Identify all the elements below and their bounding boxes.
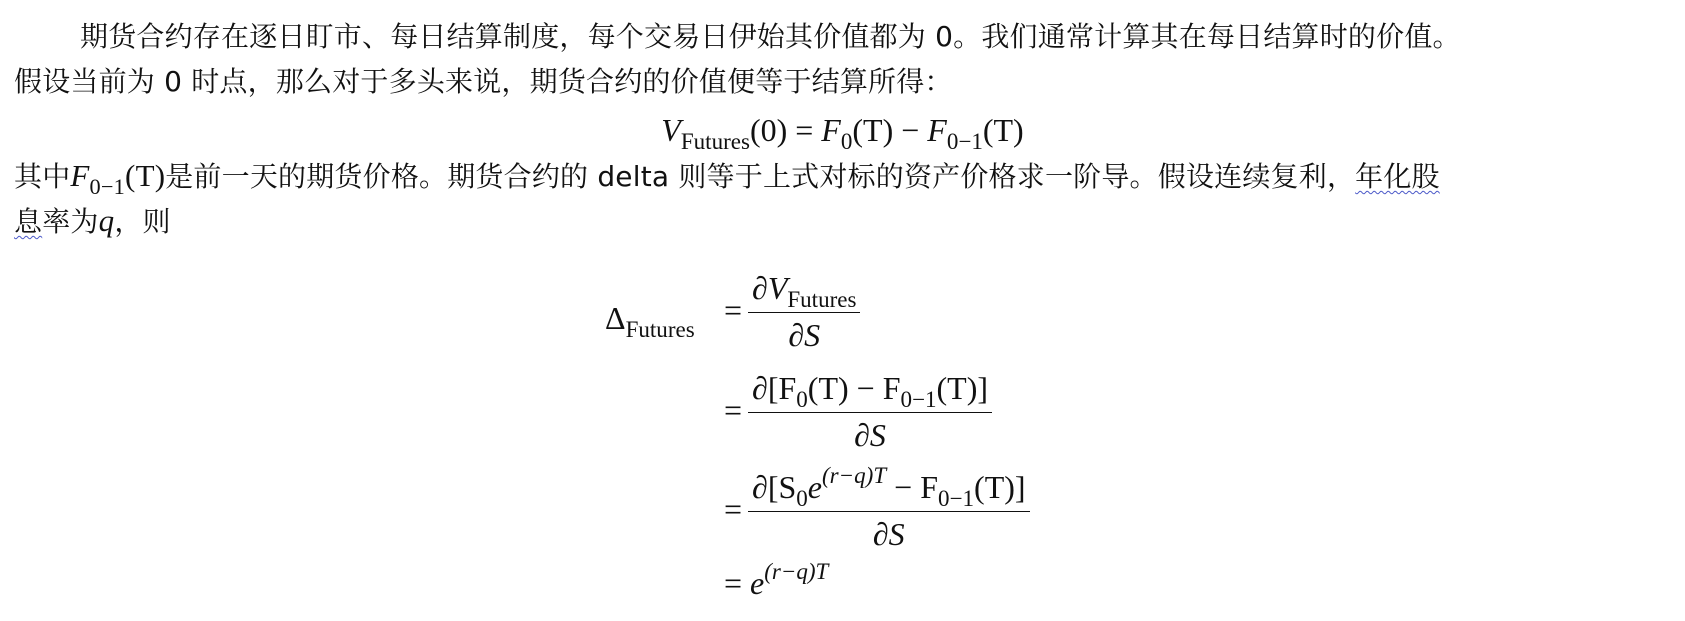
derivation-row-1 xyxy=(716,268,858,353)
eq1-minus: − xyxy=(893,112,928,148)
row4-exp: (r−q)T xyxy=(764,558,829,585)
delta-lhs xyxy=(605,300,695,343)
row3-num-a: ∂[S xyxy=(752,469,797,505)
paragraph-1-line-1: 期货合约存在逐日盯市、每日结算制度，每个交易日伊始其价值都为 0。我们通常计算其在每日结算时的价值。 xyxy=(80,20,1461,53)
eq1-F-sub0: 0 xyxy=(840,128,853,155)
derivation-row-2 xyxy=(716,368,990,453)
row2-sub0: 0 xyxy=(796,386,808,413)
derivation-row-3 xyxy=(716,462,1028,552)
row1-fraction xyxy=(750,268,858,353)
row3-num-mid: − F xyxy=(886,469,938,505)
eq1-argT: (T) xyxy=(852,112,894,148)
p2-text-b: 率为 xyxy=(42,205,99,238)
eq1-V-sub: Futures xyxy=(680,128,750,155)
row4-e: e xyxy=(750,565,765,601)
p2-q: q xyxy=(98,203,115,238)
p2-F: F xyxy=(70,158,90,193)
row3-sub0: 0 xyxy=(796,485,808,512)
row3-numerator xyxy=(750,462,1028,512)
row1-denominator: ∂S xyxy=(748,312,860,353)
row2-eq: = xyxy=(723,392,743,428)
row1-eq: = xyxy=(723,292,743,328)
row2-numerator xyxy=(750,368,990,412)
row1-V: V xyxy=(767,270,788,306)
eq1-V: V xyxy=(661,112,681,148)
row4-eq: = xyxy=(723,565,743,601)
row4-expr xyxy=(750,558,829,602)
p2-text-a: 是前一天的期货价格。期货合约的 delta 则等于上式对标的资产价格求一阶导。假设连续复利， xyxy=(165,160,1356,193)
row3-e: e xyxy=(807,469,822,505)
row2-num-a: ∂[F xyxy=(752,370,797,406)
p2-F-sub: 0−1 xyxy=(89,173,126,199)
row3-eq: = xyxy=(723,491,743,527)
row2-denominator: ∂S xyxy=(748,412,992,453)
row2-fraction xyxy=(750,368,990,453)
row3-sub01: 0−1 xyxy=(938,485,975,512)
derivation-row-4 xyxy=(716,558,829,602)
row2-num-end: (T)] xyxy=(936,370,989,406)
row3-denominator: ∂S xyxy=(748,511,1030,552)
row3-fraction xyxy=(750,462,1028,552)
delta-sub: Futures xyxy=(625,316,695,343)
row1-partial: ∂ xyxy=(752,270,768,306)
row1-V-sub: Futures xyxy=(787,286,857,313)
p2-underlined-b: 息 xyxy=(14,205,43,238)
p2-prefix: 其中 xyxy=(14,160,71,193)
row3-exp: (r−q)T xyxy=(821,462,887,489)
p2-underlined-a: 年化股 xyxy=(1355,160,1440,193)
row1-numerator xyxy=(750,268,858,312)
p2-argT: (T) xyxy=(125,158,166,193)
eq1-F2: F xyxy=(927,112,947,148)
eq1-argT2: (T) xyxy=(982,112,1024,148)
paragraph-1-line-2: 假设当前为 0 时点，那么对于多头来说，期货合约的价值便等于结算所得： xyxy=(14,65,953,98)
row3-num-end: (T)] xyxy=(974,469,1026,505)
delta-symbol: Δ xyxy=(605,300,626,336)
eq1-arg0: (0) = xyxy=(749,112,822,148)
eq1-F: F xyxy=(821,112,841,148)
row2-sub01: 0−1 xyxy=(900,386,937,413)
row2-num-mid: (T) − F xyxy=(807,370,901,406)
p2-text-c: ，则 xyxy=(114,205,171,238)
eq1-F-sub01: 0−1 xyxy=(946,128,983,155)
